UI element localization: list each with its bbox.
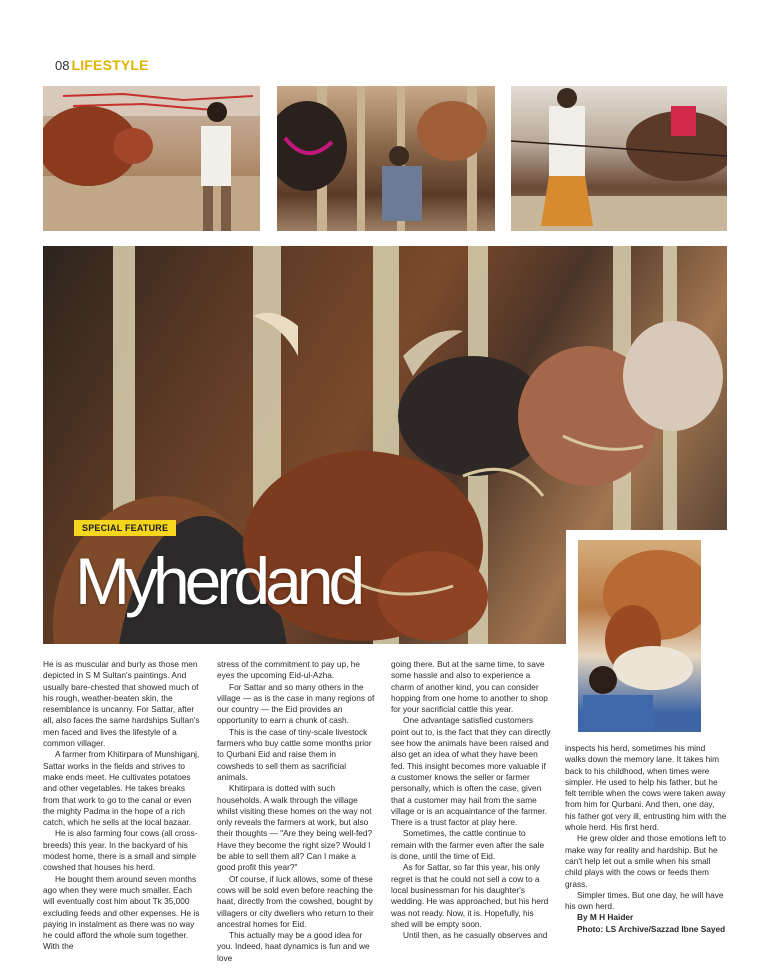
feeding-cow-photo (578, 540, 701, 732)
paragraph: He grew older and those emotions left to make way for reality and hardship. But he can't help let out a smile when his small child plays with the cows or feeds them grass. (565, 833, 726, 889)
paragraph: Sometimes, the cattle continue to remain with the farmer even after the sale is done, until the time of Eid. (391, 828, 545, 862)
cattle-market-photo-3 (511, 86, 727, 231)
paragraph: stress of the commitment to pay up, he eyes the upcoming Eid-ul-Azha. (217, 659, 360, 681)
paragraph: inspects his herd, sometimes his mind walks down the memory lane. It takes him back to his childhood, when times were simpler. He used to help his father, but he felt terrible when the cows were taken away from him for Qurbani. And then, one day, his father got very ill, entrusting him with the whole herd. His first herd. (565, 743, 727, 833)
paragraph: As for Sattar, so far this year, his only regret is that he could not sell a cow to a local businessman for his daughter's wedding. He was approached, but his herd was not ready. Now, it is. Hopefully, his shed will be empty soon. (391, 862, 549, 929)
article-column-2 (217, 659, 375, 964)
page-number: 08 (55, 58, 70, 73)
paragraph: A farmer from Khitirpara of Munshiganj, Sattar works in the fields and strives to make ends meet. He cultivates potatoes and other vegetables. He takes breaks from that work to go to the canal or even the mighty Padma in the hope of a rich catch, which he sells at the local bazaar. (43, 749, 200, 828)
paragraph: He is also farming four cows (all cross-breeds) this year. In the backyard of his modest home, there is a small and simple cowshed that houses his herd. (43, 828, 198, 873)
special-feature-label: SPECIAL FEATURE (82, 523, 169, 533)
feature-headline: Myherdand (75, 544, 361, 618)
cattle-market-photo-1 (43, 86, 260, 231)
cattle-market-photo-2 (277, 86, 495, 231)
paragraph: going there. But at the same time, to save some hassle and also to experience a charm of another kind, you can consider hopping from one home to another to shop for your sacrificial cattle this year. (391, 659, 548, 715)
byline: By M H Haider (577, 912, 634, 923)
paragraph: Khitirpara is dotted with such households. A walk through the village whilst visiting these homes on the way not only reveals the farmers at work, but also their thoughts — "Are they being well-fed? Have they become the right size? Would I be able to sell them all? Can I make a good profit this year?" (217, 783, 373, 873)
paragraph: This actually may be a good idea for you. Indeed, haat dynamics is fun and we love (217, 930, 370, 963)
article-column-1 (43, 659, 201, 953)
paragraph: Simpler times. But one day, he will have his own herd. (565, 889, 724, 912)
special-feature-tag (74, 520, 176, 536)
paragraph: He bought them around seven months ago when they were much smaller. Each will eventually cost him about Tk 35,000 excluding feeds and other expenses. He is paying in instalment as there was no way he could afford the whole sum together. With the (43, 873, 200, 952)
paragraph: He is as muscular and burly as those men depicted in S M Sultan's paintings. And usually bare-chested that showed much of his rough, weather-beaten skin, the resemblance is uncanny. For Sattar, after all, also faces the same hardships Sultan's men faced and lives the lifestyle of a common villager. (43, 659, 200, 749)
photo-credit: Photo: LS Archive/Sazzad Ibne Sayed (577, 923, 726, 934)
section-name: LIFESTYLE (71, 57, 149, 73)
article-column-4 (565, 743, 727, 935)
paragraph: Of course, if luck allows, some of these cows will be sold even before reaching the haat, directly from the cowshed, bought by villagers or city dwellers who return to their ancestral homes for Eid. (217, 873, 374, 929)
page-header (55, 57, 149, 75)
paragraph: Until then, as he casually observes and (403, 930, 548, 941)
article-column-3 (391, 659, 551, 941)
paragraph: For Sattar and so many others in the village — as is the case in many regions of our country — the Eid provides an opportunity to earn a chunk of cash. (217, 681, 375, 726)
paragraph: One advantage satisfied customers point out to, is the fact that they can directly see how the animals have been raised and also get an idea of what they have been fed. This insight becomes more valuable if a customer knows the seller or farmer personally, which is often the case, given that a customer may hail from the same village or is an acquaintance of the farmer. There is a trust factor at play here. (391, 715, 551, 828)
paragraph: This is the case of tiny-scale livestock farmers who buy cattle some months prior to Qurbani Eid and raise them in cowsheds to sell them as sacrificial animals. (217, 726, 372, 782)
